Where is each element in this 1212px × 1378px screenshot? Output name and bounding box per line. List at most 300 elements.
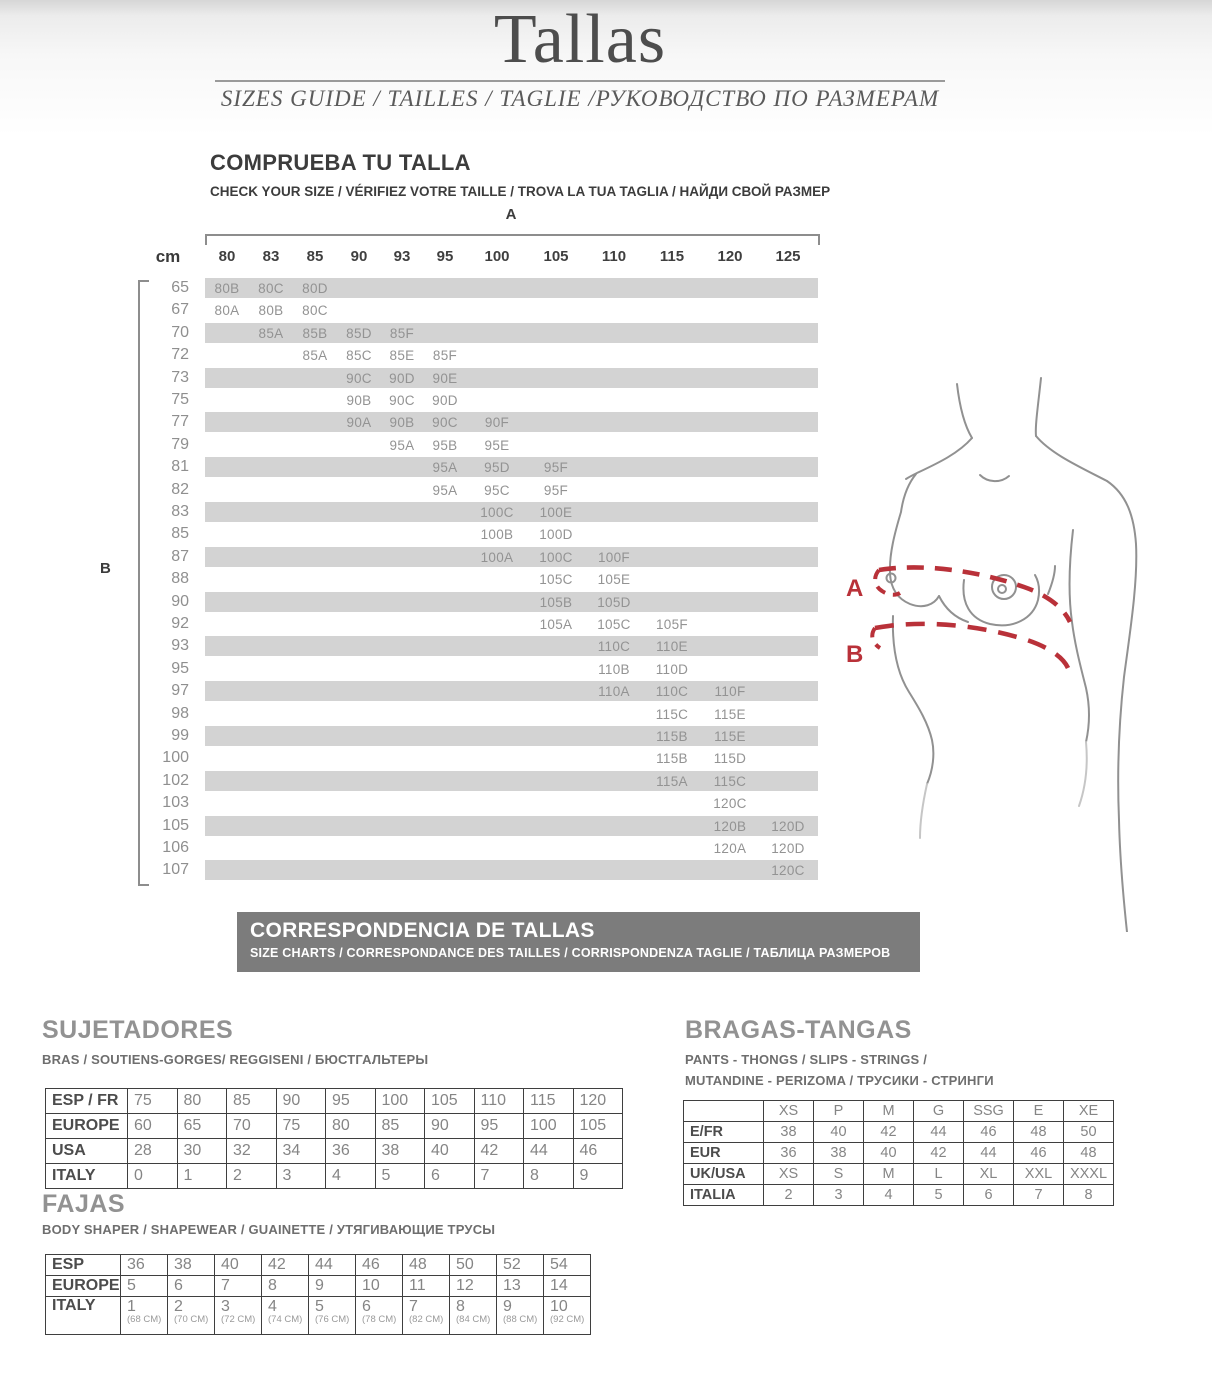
matrix-cell: 90F xyxy=(484,415,510,431)
table-cell: 6 xyxy=(168,1276,215,1297)
matrix-cell: 115E xyxy=(714,706,746,722)
matrix-cell: 90B xyxy=(346,393,372,408)
banner-title: CORRESPONDENCIA DE TALLAS xyxy=(250,919,595,942)
matrix-row xyxy=(171,390,818,410)
table-cell: M xyxy=(864,1101,914,1122)
matrix-cell: 120A xyxy=(713,841,747,856)
matrix-row xyxy=(162,793,818,813)
matrix-row-label: 77 xyxy=(171,413,189,431)
bragas-title: BRAGAS-TANGAS xyxy=(685,1016,912,1044)
table-cell: 75 xyxy=(276,1114,326,1139)
arm-inner-line xyxy=(1069,530,1089,742)
table-cell xyxy=(215,1297,262,1335)
fajas-title: FAJAS xyxy=(42,1190,126,1218)
table-cell: 54 xyxy=(544,1255,591,1276)
matrix-cell: 115B xyxy=(656,729,688,744)
table-cell: 40 xyxy=(425,1139,475,1164)
matrix-column-header: 110 xyxy=(601,248,627,265)
page-title: Tallas xyxy=(493,1,667,78)
matrix-row-label: 83 xyxy=(171,503,189,520)
matrix-cell: 110D xyxy=(655,661,689,677)
table-cell: XS xyxy=(764,1101,814,1122)
table-cell: 85 xyxy=(227,1089,277,1114)
matrix-row xyxy=(162,748,818,768)
table-cell: 38 xyxy=(375,1139,425,1164)
table-cell: 42 xyxy=(262,1255,309,1276)
breast-inner-line xyxy=(1048,566,1055,594)
sujetadores-subtitle: BRAS / SOUTIENS-GORGES/ REGGISENI / БЮСТГАЛЬТЕРЫ xyxy=(42,1052,429,1067)
matrix-cell: 95E xyxy=(484,437,510,453)
correspondence-banner xyxy=(237,912,920,972)
table-cell: 5 xyxy=(121,1276,168,1297)
fajas-subtitle: BODY SHAPER / SHAPEWEAR / GUAINETTE / УТЯГИВАЮЩИЕ ТРУСЫ xyxy=(42,1222,496,1237)
cell-cm-note: (68 CM) xyxy=(127,1314,162,1325)
matrix-cell: 115D xyxy=(713,751,747,767)
table-cell: 48 xyxy=(1064,1143,1114,1164)
matrix-row-label: 103 xyxy=(162,794,189,812)
table-cell: 11 xyxy=(403,1276,450,1297)
table-cell: 48 xyxy=(1014,1122,1064,1143)
matrix-row xyxy=(171,435,818,455)
matrix-row xyxy=(162,771,818,791)
matrix-cell: 120B xyxy=(713,818,747,834)
matrix-cell: 85C xyxy=(346,348,372,364)
shoulder-right-line xyxy=(1036,436,1107,481)
cell-size-number: 1 xyxy=(127,1298,136,1315)
table-cell: 44 xyxy=(524,1139,574,1164)
table-cell: 9 xyxy=(573,1164,623,1189)
table-cell: XE xyxy=(1064,1101,1114,1122)
matrix-cell: 90D xyxy=(389,370,415,386)
table-cell: 105 xyxy=(573,1114,623,1139)
matrix-row xyxy=(171,592,818,612)
table-cell: 0 xyxy=(128,1164,178,1189)
cell-cm-note: (78 CM) xyxy=(362,1314,397,1325)
table-cell: 13 xyxy=(497,1276,544,1297)
table-row xyxy=(684,1122,1114,1143)
matrix-cell: 90B xyxy=(389,415,415,431)
matrix-cell: 120D xyxy=(771,841,805,856)
table-cell: 6 xyxy=(425,1164,475,1189)
table-cell xyxy=(168,1297,215,1335)
matrix-cell: 95A xyxy=(389,437,415,453)
table-cell: 34 xyxy=(276,1139,326,1164)
matrix-cell: 100F xyxy=(598,549,630,565)
table-row xyxy=(46,1114,623,1139)
matrix-cell: 105C xyxy=(597,617,631,632)
matrix-cell: 80C xyxy=(302,303,328,319)
figure-label-b: B xyxy=(846,641,864,668)
matrix-cell: 105C xyxy=(539,572,573,588)
matrix-cell: 90C xyxy=(346,370,372,386)
torso-figure xyxy=(820,372,1212,932)
bragas-subtitle-2: MUTANDINE - PERIZOMA / ТРУСИКИ - СТРИНГИ xyxy=(685,1073,994,1088)
matrix-row-label: 88 xyxy=(171,570,189,588)
matrix-row-label: 92 xyxy=(171,615,189,632)
sujetadores-title: SUJETADORES xyxy=(42,1016,234,1044)
table-cell: 40 xyxy=(864,1143,914,1164)
matrix-cell: 105B xyxy=(539,594,573,610)
table-cell: 95 xyxy=(326,1089,376,1114)
matrix-cell: 100C xyxy=(480,505,514,520)
table-row-label: E/FR xyxy=(684,1122,764,1143)
matrix-row xyxy=(162,838,818,858)
table-cell xyxy=(450,1297,497,1335)
matrix-cell: 110C xyxy=(655,684,689,700)
neck-left-line xyxy=(957,384,972,438)
matrix-cell: 120C xyxy=(713,796,747,812)
table-cell: 7 xyxy=(215,1276,262,1297)
matrix-row xyxy=(162,816,818,836)
matrix-cell: 100D xyxy=(539,527,573,543)
table-cell xyxy=(309,1297,356,1335)
matrix-cell: 105A xyxy=(539,617,573,632)
breast-profile-line xyxy=(890,474,939,606)
table-row xyxy=(684,1143,1114,1164)
matrix-cell: 95F xyxy=(543,482,569,498)
table-cell xyxy=(497,1297,544,1335)
matrix-row-label: 72 xyxy=(171,346,189,364)
table-cell: 36 xyxy=(121,1255,168,1276)
matrix-column-header: 100 xyxy=(484,248,510,265)
table-cell: XXL xyxy=(1014,1164,1064,1185)
cell-size-number: 6 xyxy=(362,1298,371,1315)
table-cell: 44 xyxy=(309,1255,356,1276)
table-cell: 75 xyxy=(128,1089,178,1114)
matrix-cell: 95F xyxy=(543,460,569,476)
table-cell: 42 xyxy=(914,1143,964,1164)
matrix-cell: 90C xyxy=(432,415,458,431)
table-cell: 7 xyxy=(474,1164,524,1189)
matrix-row xyxy=(171,480,818,500)
matrix-cell: 120D xyxy=(771,818,805,834)
table-cell: 32 xyxy=(227,1139,277,1164)
matrix-row xyxy=(171,457,818,477)
table-cell: 90 xyxy=(276,1089,326,1114)
matrix-cell: 105D xyxy=(597,594,631,610)
bracket-a xyxy=(205,234,820,245)
table-cell: E xyxy=(1014,1101,1064,1122)
table-cell: 42 xyxy=(864,1122,914,1143)
waist-left-line xyxy=(893,616,934,784)
table-cell: 10 xyxy=(356,1276,403,1297)
table-cell: 6 xyxy=(964,1185,1014,1206)
torso-faded-lines xyxy=(920,742,1087,838)
matrix-row xyxy=(162,860,818,880)
matrix-cell: 80D xyxy=(302,281,328,296)
table-cell: 65 xyxy=(177,1114,227,1139)
table-cell: 38 xyxy=(814,1143,864,1164)
matrix-row-label: 97 xyxy=(171,682,189,700)
matrix-row xyxy=(171,547,818,567)
figure-label-a: A xyxy=(846,575,864,602)
table-cell: 50 xyxy=(1064,1122,1114,1143)
table-cell: 1 xyxy=(177,1164,227,1189)
matrix-cell: 85A xyxy=(302,348,328,364)
table-cell: M xyxy=(864,1164,914,1185)
matrix-row xyxy=(171,345,818,365)
matrix-cell: 95C xyxy=(484,482,510,498)
torso-lower-left-line xyxy=(920,784,927,838)
torso-lower-right-line xyxy=(1079,742,1087,806)
table-cell: 42 xyxy=(474,1139,524,1164)
matrix-cell: 95B xyxy=(432,437,458,453)
table-row-label: ITALIA xyxy=(684,1185,764,1206)
measure-line-a xyxy=(879,567,1070,622)
matrix-cell: 110F xyxy=(714,684,746,700)
cell-size-number: 10 xyxy=(550,1298,568,1315)
table-cell: L xyxy=(914,1164,964,1185)
table-cell: 48 xyxy=(403,1255,450,1276)
cell-cm-note: (72 CM) xyxy=(221,1314,256,1325)
table-cell: 38 xyxy=(168,1255,215,1276)
matrix-cell: 115C xyxy=(713,773,747,789)
matrix-cell: 85F xyxy=(432,348,458,364)
table-cell: 80 xyxy=(177,1089,227,1114)
matrix-cell: 90A xyxy=(346,415,372,431)
shoulder-left-line xyxy=(906,438,972,479)
table-row-label xyxy=(684,1101,764,1122)
table-cell: 3 xyxy=(814,1185,864,1206)
cell-size-number: 2 xyxy=(174,1298,183,1315)
matrix-column-header: 80 xyxy=(218,248,236,265)
table-row xyxy=(46,1089,623,1114)
cell-cm-note: (74 CM) xyxy=(268,1314,303,1325)
cell-cm-note: (88 CM) xyxy=(503,1314,538,1325)
table-row-label: ITALY xyxy=(46,1164,128,1189)
matrix-row xyxy=(171,502,818,522)
sujetadores-table xyxy=(45,1088,623,1189)
matrix-row-label: 75 xyxy=(171,391,189,408)
matrix-row-label: 93 xyxy=(171,637,189,655)
fajas-table xyxy=(45,1254,591,1335)
table-row xyxy=(684,1185,1114,1206)
matrix-row-label: 82 xyxy=(171,480,189,498)
matrix-cell: 110E xyxy=(656,639,688,655)
table-cell: 120 xyxy=(573,1089,623,1114)
matrix-row xyxy=(171,636,818,656)
table-cell xyxy=(262,1297,309,1335)
matrix-column-header: 125 xyxy=(775,248,801,265)
table-cell: 36 xyxy=(326,1139,376,1164)
matrix-row xyxy=(171,681,818,701)
measure-line-b xyxy=(875,624,1068,668)
matrix-column-header: 83 xyxy=(262,248,280,265)
matrix-column-header: 115 xyxy=(659,248,685,265)
table-cell: 52 xyxy=(497,1255,544,1276)
matrix-row-label: 65 xyxy=(171,279,189,296)
table-row-label: USA xyxy=(46,1139,128,1164)
matrix-row-label: 81 xyxy=(171,458,189,476)
table-cell: 44 xyxy=(914,1122,964,1143)
table-cell: 110 xyxy=(474,1089,524,1114)
matrix-column-header: 120 xyxy=(717,248,743,265)
matrix-cell: 110C xyxy=(597,639,631,655)
banner-subtitle: SIZE CHARTS / CORRESPONDANCE DES TAILLES / CORRISPONDENZA TAGLIE / ТАБЛИЦА РАЗМЕРОВ xyxy=(250,946,891,960)
matrix-column-header: 95 xyxy=(436,248,454,265)
table-cell: 3 xyxy=(276,1164,326,1189)
matrix-row-label: 90 xyxy=(171,592,189,610)
table-row xyxy=(46,1297,591,1335)
cell-size-number: 7 xyxy=(409,1298,418,1315)
arm-outer-line xyxy=(1107,481,1136,932)
matrix-row-label: 100 xyxy=(162,749,189,767)
matrix-row-label: 102 xyxy=(162,771,189,789)
table-cell: 8 xyxy=(262,1276,309,1297)
table-row xyxy=(46,1139,623,1164)
matrix-cell: 105F xyxy=(656,617,688,632)
cell-size-number: 8 xyxy=(456,1298,465,1315)
check-size-subtitle: CHECK YOUR SIZE / VÉRIFIEZ VOTRE TAILLE / TROVA LA TUA TAGLIA / НАЙДИ СВОЙ РАЗМЕР xyxy=(210,184,831,199)
matrix-cell: 80C xyxy=(258,281,284,296)
table-cell xyxy=(403,1297,450,1335)
bragas-table xyxy=(683,1100,1114,1206)
matrix-cell: 95A xyxy=(432,482,458,498)
table-cell: 38 xyxy=(764,1122,814,1143)
matrix-cell: 110B xyxy=(598,661,630,677)
title-rule xyxy=(215,80,945,82)
table-row xyxy=(46,1255,591,1276)
table-cell: XS xyxy=(764,1164,814,1185)
matrix-cell: 100A xyxy=(480,549,514,565)
table-cell: 80 xyxy=(326,1114,376,1139)
matrix-cell: 95A xyxy=(432,460,458,476)
table-cell: 60 xyxy=(128,1114,178,1139)
table-cell: 46 xyxy=(1014,1143,1064,1164)
matrix-cell: 100C xyxy=(539,549,573,565)
table-cell xyxy=(356,1297,403,1335)
table-cell: 46 xyxy=(964,1122,1014,1143)
table-cell: 30 xyxy=(177,1139,227,1164)
matrix-cell: 90C xyxy=(389,393,415,408)
cell-size-number: 3 xyxy=(221,1298,230,1315)
table-cell: 46 xyxy=(356,1255,403,1276)
table-cell: SSG xyxy=(964,1101,1014,1122)
table-cell: 95 xyxy=(474,1114,524,1139)
matrix-cell: 90E xyxy=(432,370,458,386)
matrix-cell: 90D xyxy=(432,393,458,408)
table-cell: 9 xyxy=(309,1276,356,1297)
matrix-cell: 120C xyxy=(771,863,805,879)
nipple-front-icon xyxy=(998,585,1006,593)
cell-cm-note: (82 CM) xyxy=(409,1314,444,1325)
matrix-cell: 110A xyxy=(598,684,630,700)
table-cell: S xyxy=(814,1164,864,1185)
check-size-title: COMPRUEBA TU TALLA xyxy=(210,150,471,175)
table-cell: 28 xyxy=(128,1139,178,1164)
table-cell xyxy=(121,1297,168,1335)
matrix-row xyxy=(171,368,818,388)
matrix-row xyxy=(171,524,818,544)
matrix-row-label: 107 xyxy=(162,861,189,879)
matrix-column-header: 85 xyxy=(306,248,324,265)
matrix-row-label: 98 xyxy=(171,704,189,722)
table-row-label: ESP xyxy=(46,1255,121,1276)
matrix-cell: 80B xyxy=(258,303,284,319)
table-cell: 12 xyxy=(450,1276,497,1297)
matrix-row-label: 106 xyxy=(162,839,189,856)
measure-lines xyxy=(872,567,1070,668)
matrix-cell: 115B xyxy=(656,751,688,767)
matrix-column-header: 90 xyxy=(350,248,368,265)
cell-size-number: 9 xyxy=(503,1298,512,1315)
table-cell: 4 xyxy=(864,1185,914,1206)
unit-label: cm xyxy=(155,247,181,266)
matrix-row xyxy=(171,323,818,343)
table-cell: 8 xyxy=(524,1164,574,1189)
table-cell: 40 xyxy=(215,1255,262,1276)
matrix-cell: 85A xyxy=(258,325,284,341)
cell-cm-note: (84 CM) xyxy=(456,1314,491,1325)
size-matrix xyxy=(155,247,818,882)
matrix-column-header: 105 xyxy=(543,248,569,265)
cell-size-number: 4 xyxy=(268,1298,277,1315)
matrix-row xyxy=(171,659,818,679)
matrix-cell: 115C xyxy=(655,706,689,722)
table-cell: 105 xyxy=(425,1089,475,1114)
table-header-row xyxy=(684,1101,1114,1122)
matrix-cell: 105E xyxy=(597,572,631,588)
matrix-cell: 80B xyxy=(214,281,240,296)
table-cell: 14 xyxy=(544,1276,591,1297)
matrix-row xyxy=(171,278,818,298)
table-cell: 46 xyxy=(573,1139,623,1164)
matrix-row-label: 105 xyxy=(162,816,189,834)
matrix-cell: 80A xyxy=(214,303,240,319)
matrix-cell: 85B xyxy=(302,325,328,341)
table-cell: 2 xyxy=(764,1185,814,1206)
cell-size-number: 5 xyxy=(315,1298,324,1315)
torso-outline xyxy=(887,378,1137,932)
table-cell: 44 xyxy=(964,1143,1014,1164)
table-cell: 100 xyxy=(375,1089,425,1114)
underbust-left-line xyxy=(939,596,968,622)
table-row-label: EUR xyxy=(684,1143,764,1164)
measure-line-b-loop xyxy=(872,628,880,648)
cell-cm-note: (76 CM) xyxy=(315,1314,350,1325)
table-cell: 5 xyxy=(914,1185,964,1206)
matrix-row-label: 85 xyxy=(171,525,189,543)
table-row xyxy=(684,1164,1114,1185)
bracket-b-label: B xyxy=(100,560,111,577)
table-cell: 5 xyxy=(375,1164,425,1189)
matrix-cell: 85E xyxy=(389,348,415,364)
table-row-label: EUROPE xyxy=(46,1276,121,1297)
table-row xyxy=(46,1164,623,1189)
cell-cm-note: (70 CM) xyxy=(174,1314,209,1325)
table-cell: 36 xyxy=(764,1143,814,1164)
table-cell: 70 xyxy=(227,1114,277,1139)
bragas-subtitle-1: PANTS - THONGS / SLIPS - STRINGS / xyxy=(685,1052,928,1067)
matrix-cell: 85D xyxy=(346,325,372,341)
matrix-row xyxy=(171,569,818,589)
table-cell: 7 xyxy=(1014,1185,1064,1206)
matrix-cell: 95D xyxy=(484,460,510,476)
table-cell: P xyxy=(814,1101,864,1122)
table-row-label: ESP / FR xyxy=(46,1089,128,1114)
table-cell: 85 xyxy=(375,1114,425,1139)
matrix-row-label: 99 xyxy=(171,727,189,744)
matrix-row xyxy=(171,614,818,634)
table-cell: 100 xyxy=(524,1114,574,1139)
matrix-cell: 100E xyxy=(539,505,573,520)
table-cell: 8 xyxy=(1064,1185,1114,1206)
matrix-row xyxy=(171,726,818,746)
table-cell: 40 xyxy=(814,1122,864,1143)
page-subtitle: SIZES GUIDE / TAILLES / TAGLIE /РУКОВОДСТВО ПО РАЗМЕРАМ xyxy=(220,86,940,111)
table-cell: XL xyxy=(964,1164,1014,1185)
table-cell: XXXL xyxy=(1064,1164,1114,1185)
